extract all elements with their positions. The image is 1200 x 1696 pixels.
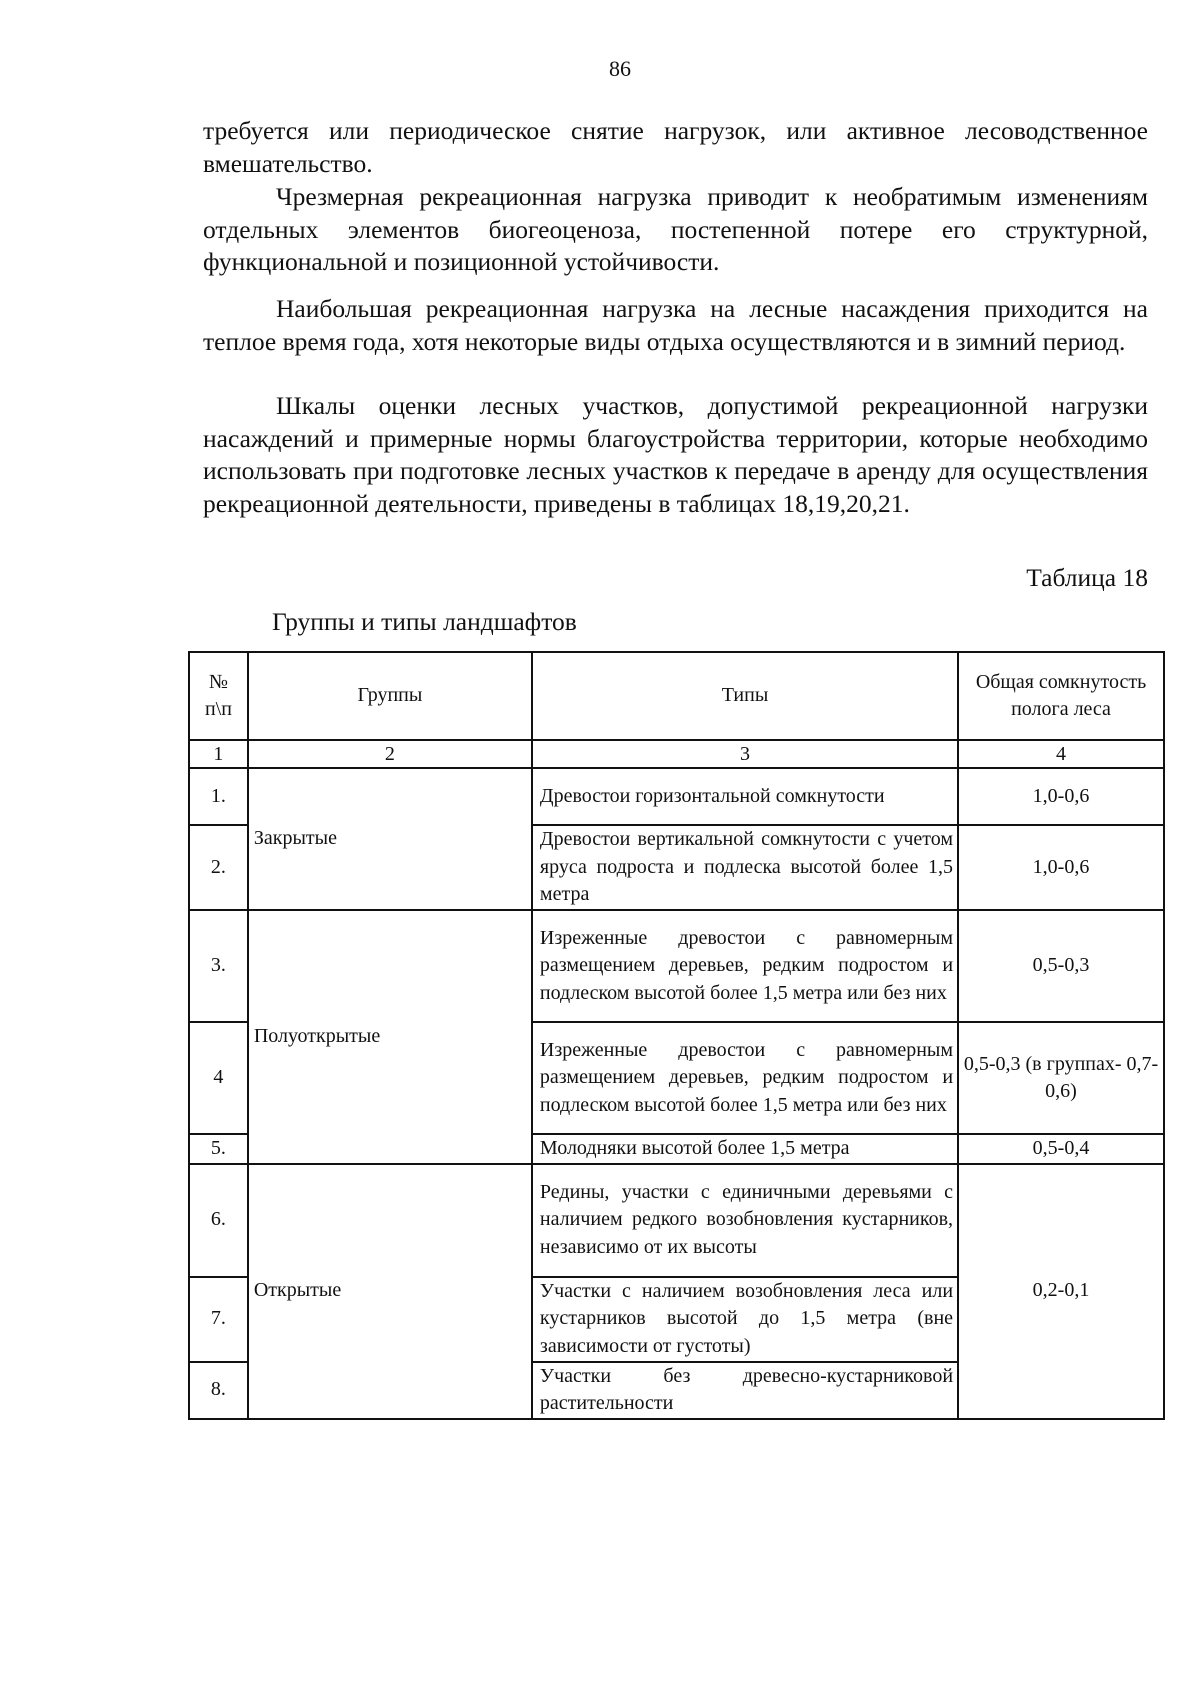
paragraph-2: Чрезмерная рекреационная нагрузка приводит к необратимым изменениям отдельных элементов биогеоценоза, постепенной потере его структурной, функциональной и позиционной устойчивости. bbox=[203, 182, 1148, 276]
row-number: 5. bbox=[189, 1134, 248, 1164]
row-number: 6. bbox=[189, 1164, 248, 1277]
closure-cell: 0,5-0,3 (в группах- 0,7-0,6) bbox=[958, 1022, 1164, 1134]
type-cell: Редины, участки с единичными деревьями с наличием редкого возобновления кустарников, независимо от их высоты bbox=[532, 1164, 958, 1277]
paragraph-3: Наибольшая рекреационная нагрузка на лесные насаждения приходится на теплое время года, хотя некоторые виды отдыха осуществляются и в зимний период. bbox=[203, 294, 1148, 356]
table-label: Таблица 18 bbox=[1026, 563, 1148, 592]
table-title: Группы и типы ландшафтов bbox=[272, 607, 577, 636]
closure-cell: 0,5-0,4 bbox=[958, 1134, 1164, 1164]
header-closure: Общая сомкнутость полога леса bbox=[958, 652, 1164, 740]
paragraph-1: требуется или периодическое снятие нагрузок, или активное лесоводственное вмешательство. bbox=[203, 116, 1148, 178]
paragraph-4: Шкалы оценки лесных участков, допустимой рекреационной нагрузки насаждений и примерные нормы благоустройства территории, которые необходимо использовать при подготовке лесных участков к передаче в аренду для осуществления рекреационной деятельности, приведены в таблицах 18,19,20,21. bbox=[203, 391, 1148, 518]
row-number: 3. bbox=[189, 910, 248, 1022]
group-closed: Закрытые bbox=[248, 768, 532, 910]
closure-cell: 0,2-0,1 bbox=[958, 1164, 1164, 1419]
row-number: 8. bbox=[189, 1362, 248, 1419]
header-number: № п\п bbox=[189, 652, 248, 740]
row-number: 7. bbox=[189, 1277, 248, 1362]
header-types: Типы bbox=[532, 652, 958, 740]
type-cell: Изреженные древостои с равномерным размещением деревьев, редким подростом и подлеском высотой более 1,5 метра или без них bbox=[532, 1022, 958, 1134]
group-semi-open: Полуоткрытые bbox=[248, 910, 532, 1164]
type-cell: Молодняки высотой более 1,5 метра bbox=[532, 1134, 958, 1164]
row-number: 4 bbox=[189, 1022, 248, 1134]
column-number: 1 bbox=[189, 740, 248, 768]
table-row bbox=[189, 1164, 1164, 1277]
header-groups: Группы bbox=[248, 652, 532, 740]
type-cell: Древостои горизонтальной сомкнутости bbox=[532, 768, 958, 825]
column-number: 2 bbox=[248, 740, 532, 768]
table-header-row bbox=[189, 652, 1164, 740]
type-cell: Изреженные древостои с равномерным размещением деревьев, редким подростом и подлеском высотой более 1,5 метра или без них bbox=[532, 910, 958, 1022]
column-number-row bbox=[189, 740, 1164, 768]
row-number: 1. bbox=[189, 768, 248, 825]
closure-cell: 0,5-0,3 bbox=[958, 910, 1164, 1022]
table-row bbox=[189, 910, 1164, 1022]
type-cell: Участки с наличием возобновления леса или кустарников высотой до 1,5 метра (вне зависимости от густоты) bbox=[532, 1277, 958, 1362]
closure-cell: 1,0-0,6 bbox=[958, 825, 1164, 910]
landscape-table bbox=[188, 651, 1165, 1420]
closure-cell: 1,0-0,6 bbox=[958, 768, 1164, 825]
group-open: Открытые bbox=[248, 1164, 532, 1419]
column-number: 4 bbox=[958, 740, 1164, 768]
column-number: 3 bbox=[532, 740, 958, 768]
type-cell: Участки без древесно-кустарниковой растительности bbox=[532, 1362, 958, 1419]
type-cell: Древостои вертикальной сомкнутости с учетом яруса подроста и подлеска высотой более 1,5 метра bbox=[532, 825, 958, 910]
page-number: 86 bbox=[609, 56, 631, 81]
row-number: 2. bbox=[189, 825, 248, 910]
table-row bbox=[189, 768, 1164, 825]
